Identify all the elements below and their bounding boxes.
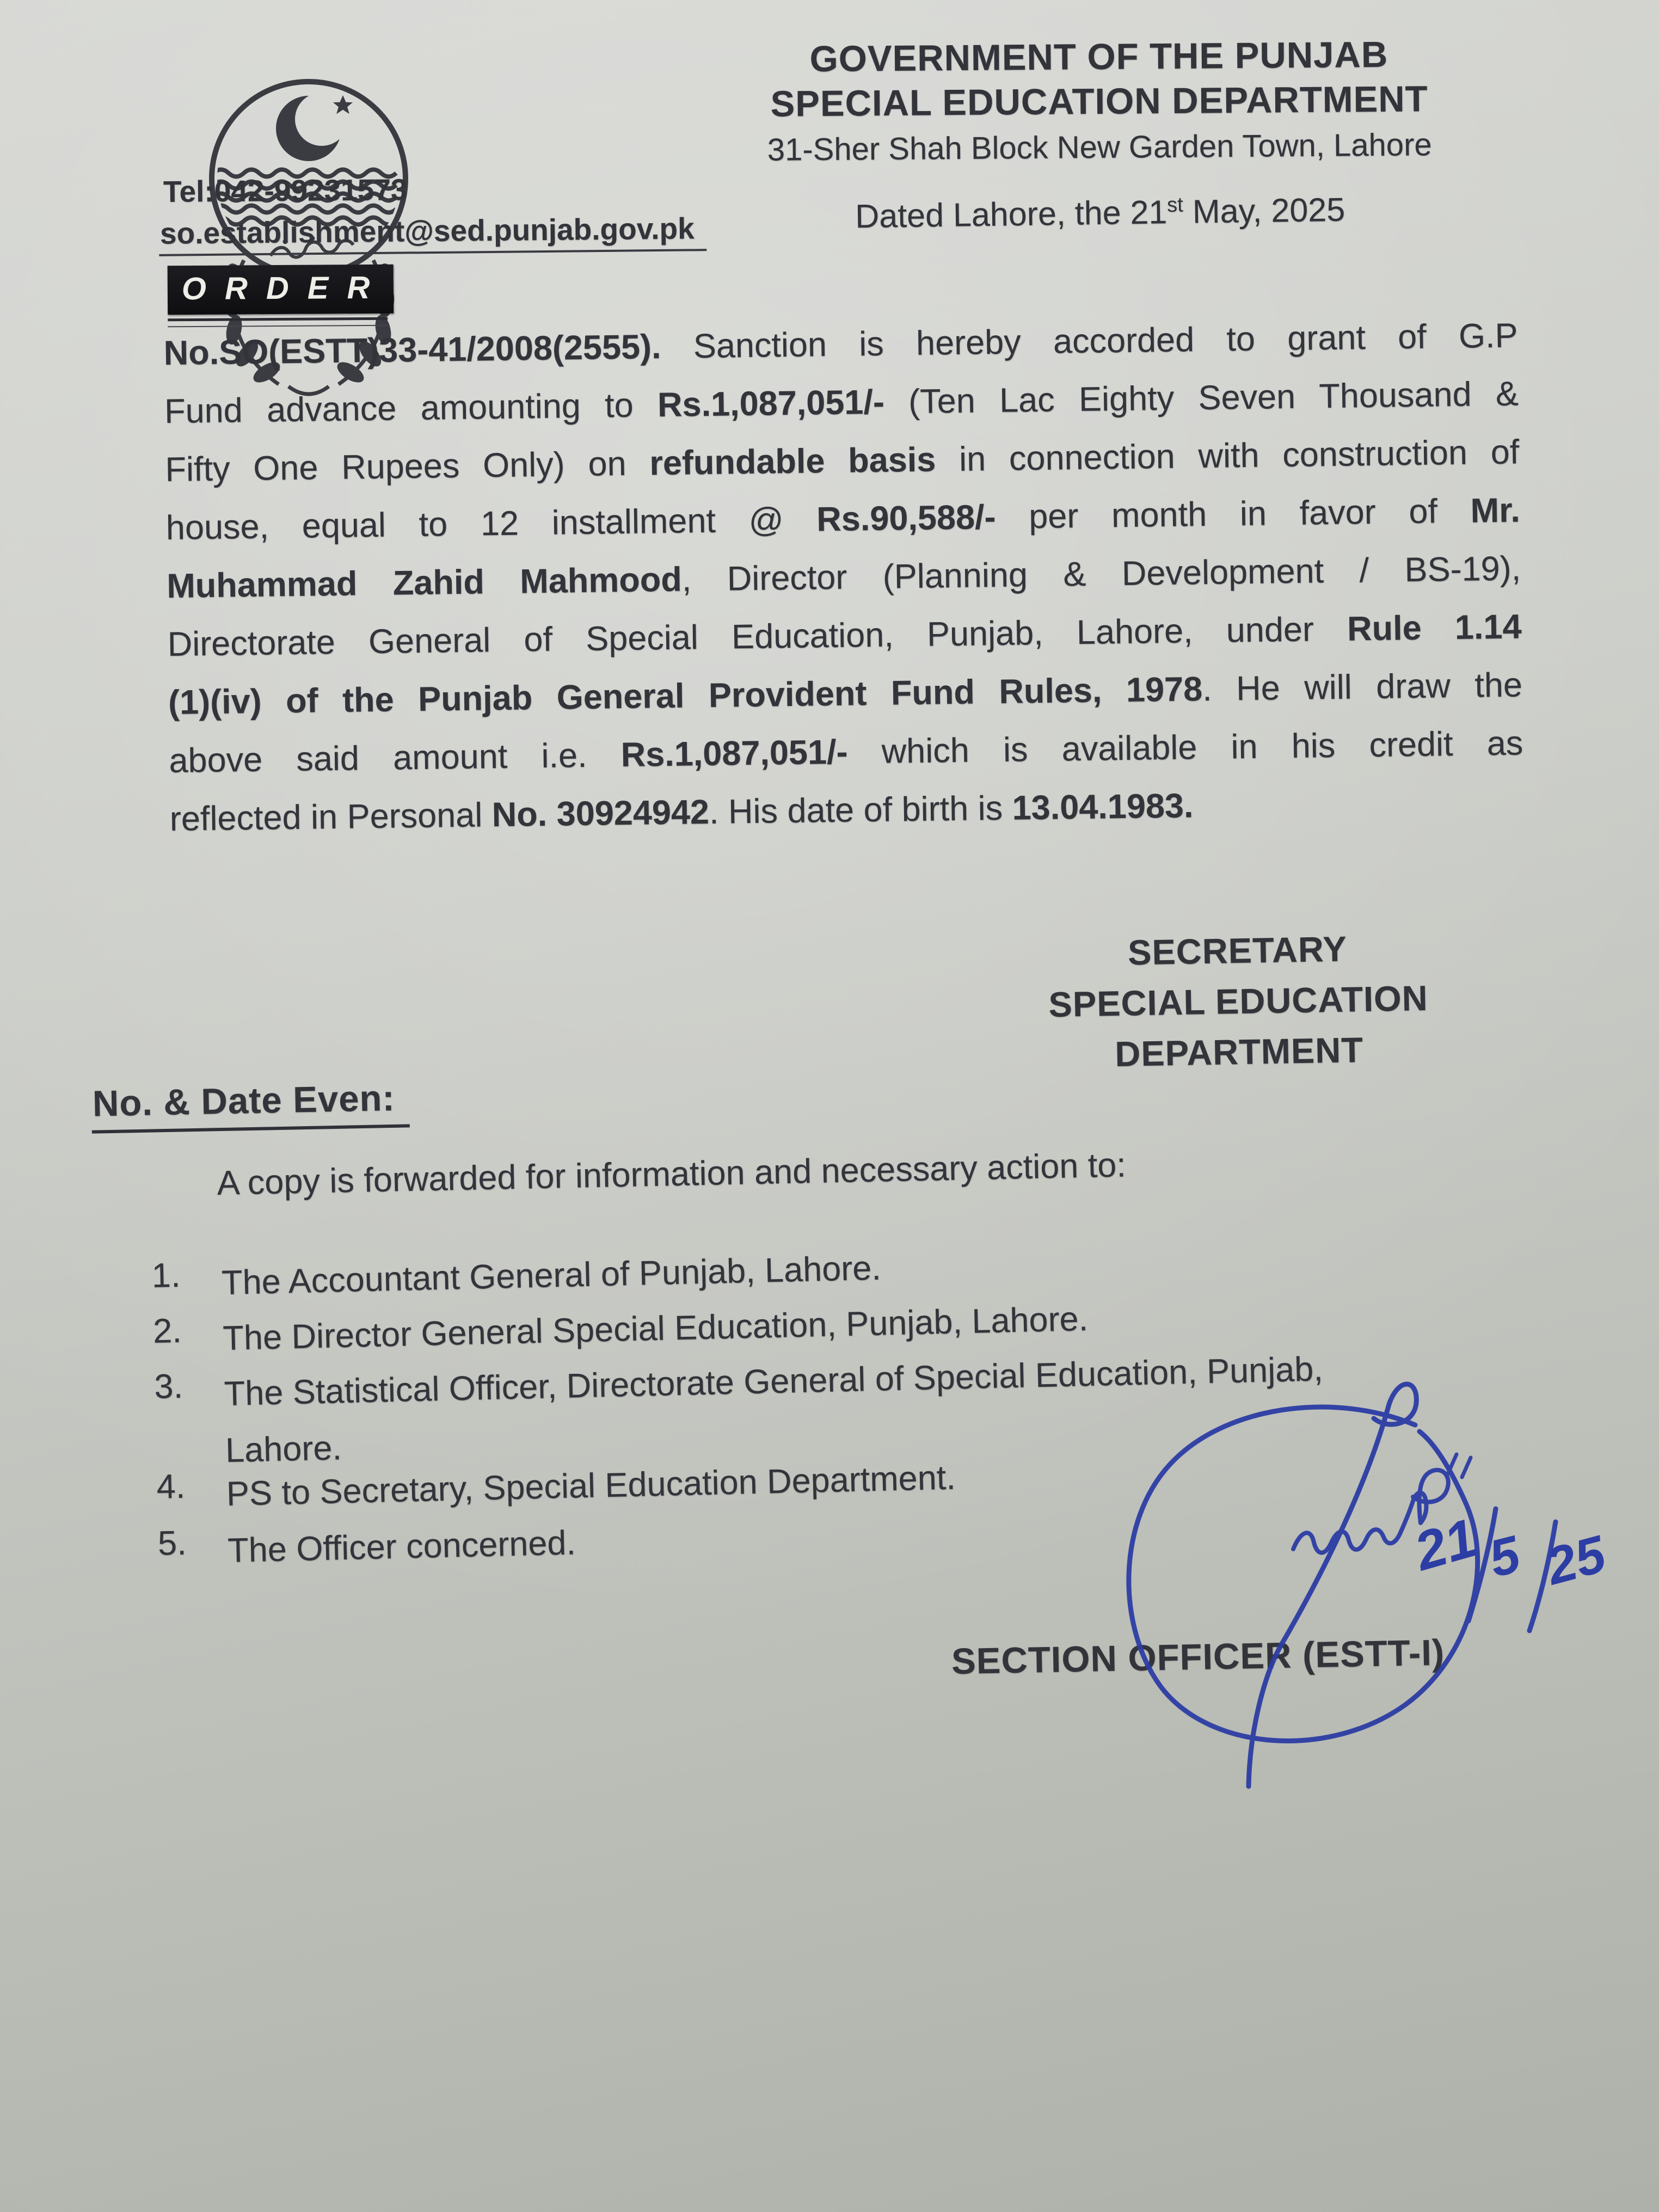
item-number: 2.: [152, 1311, 182, 1350]
item-text-line-2: Lahore.: [225, 1429, 342, 1470]
body-line-4: house, equal to 12 installment @ Rs.90,588/- per month in favor of Mr.: [165, 491, 1521, 547]
dated-prefix: Dated Lahore, the 21: [855, 193, 1168, 235]
item-text: PS to Secretary, Special Education Department.: [226, 1458, 956, 1513]
body-line-7: (1)(iv) of the Punjab General Provident Fund Rules, 1978. He will draw the: [168, 666, 1523, 722]
body-line-5: Muhammad Zahid Mahmood, Director (Planning & Development / BS-19),: [166, 549, 1521, 605]
item-text: The Accountant General of Punjab, Lahore.: [221, 1249, 882, 1302]
order-heading: ORDER: [168, 265, 394, 315]
item-number: 1.: [151, 1256, 181, 1295]
signature-date-year: 25: [1540, 1525, 1612, 1596]
body-line-6: Directorate General of Special Education, Punjab, Lahore, under Rule 1.14: [167, 607, 1522, 663]
email-line: so.establishment@sed.punjab.gov.pk: [159, 211, 706, 256]
item-text: The Officer concerned.: [227, 1523, 576, 1570]
order-heading-block: [168, 265, 394, 328]
header-department-line: SPECIAL EDUCATION DEPARTMENT: [770, 78, 1428, 125]
signatory-block: [897, 919, 1580, 1083]
dated-line: [692, 188, 1509, 238]
body-line-3: Fifty One Rupees Only) on refundable basis in connection with construction of: [165, 433, 1520, 489]
body-line-9: reflected in Personal No. 30924942. His date of birth is 13.04.1983.: [169, 787, 1194, 838]
order-body-paragraph: [163, 306, 1524, 848]
body-line-2: Fund advance amounting to Rs.1,087,051/- (Ten Lac Eighty Seven Thousand &: [164, 374, 1519, 431]
item-text-line-1: The Statistical Officer, Directorate General of Special Education, Punjab,: [223, 1350, 1324, 1414]
signatory-title-line-3: DEPARTMENT: [1114, 1030, 1364, 1074]
copy-forwarded-intro: A copy is forwarded for information and necessary action to:: [217, 1146, 1127, 1202]
signatory-title-line-1: SECRETARY: [1127, 929, 1348, 973]
item-text: The Director General Special Education, Punjab, Lahore.: [222, 1299, 1089, 1358]
item-number: 3.: [153, 1367, 183, 1406]
signature-date-month: 5: [1483, 1525, 1526, 1589]
body-line-1: No.SO(ESTT)33-41/2008(2555). Sanction is hereby accorded to grant of G.P: [163, 316, 1518, 372]
signature-date-day: 21: [1408, 1507, 1483, 1583]
dated-suffix: May, 2025: [1183, 191, 1345, 230]
dated-ordinal: st: [1166, 193, 1183, 217]
header-address: 31-Sher Shah Block New Garden Town, Lahore: [767, 127, 1432, 168]
crescent-icon: [257, 81, 360, 179]
body-line-8: above said amount i.e. Rs.1,087,051/- which is available in his credit as: [169, 724, 1523, 780]
letterhead: [691, 32, 1509, 235]
item-number: 4.: [156, 1467, 186, 1506]
footer-designation: SECTION OFFICER (ESTT-I): [951, 1632, 1445, 1682]
signatory-title-line-2: SPECIAL EDUCATION: [1048, 978, 1429, 1025]
telephone-line: Tel:042-99231573: [163, 173, 408, 208]
header-government-line: GOVERNMENT OF THE PUNJAB: [809, 34, 1388, 80]
reference-label: No. & Date Even:: [91, 1077, 410, 1133]
item-number: 5.: [157, 1523, 187, 1563]
